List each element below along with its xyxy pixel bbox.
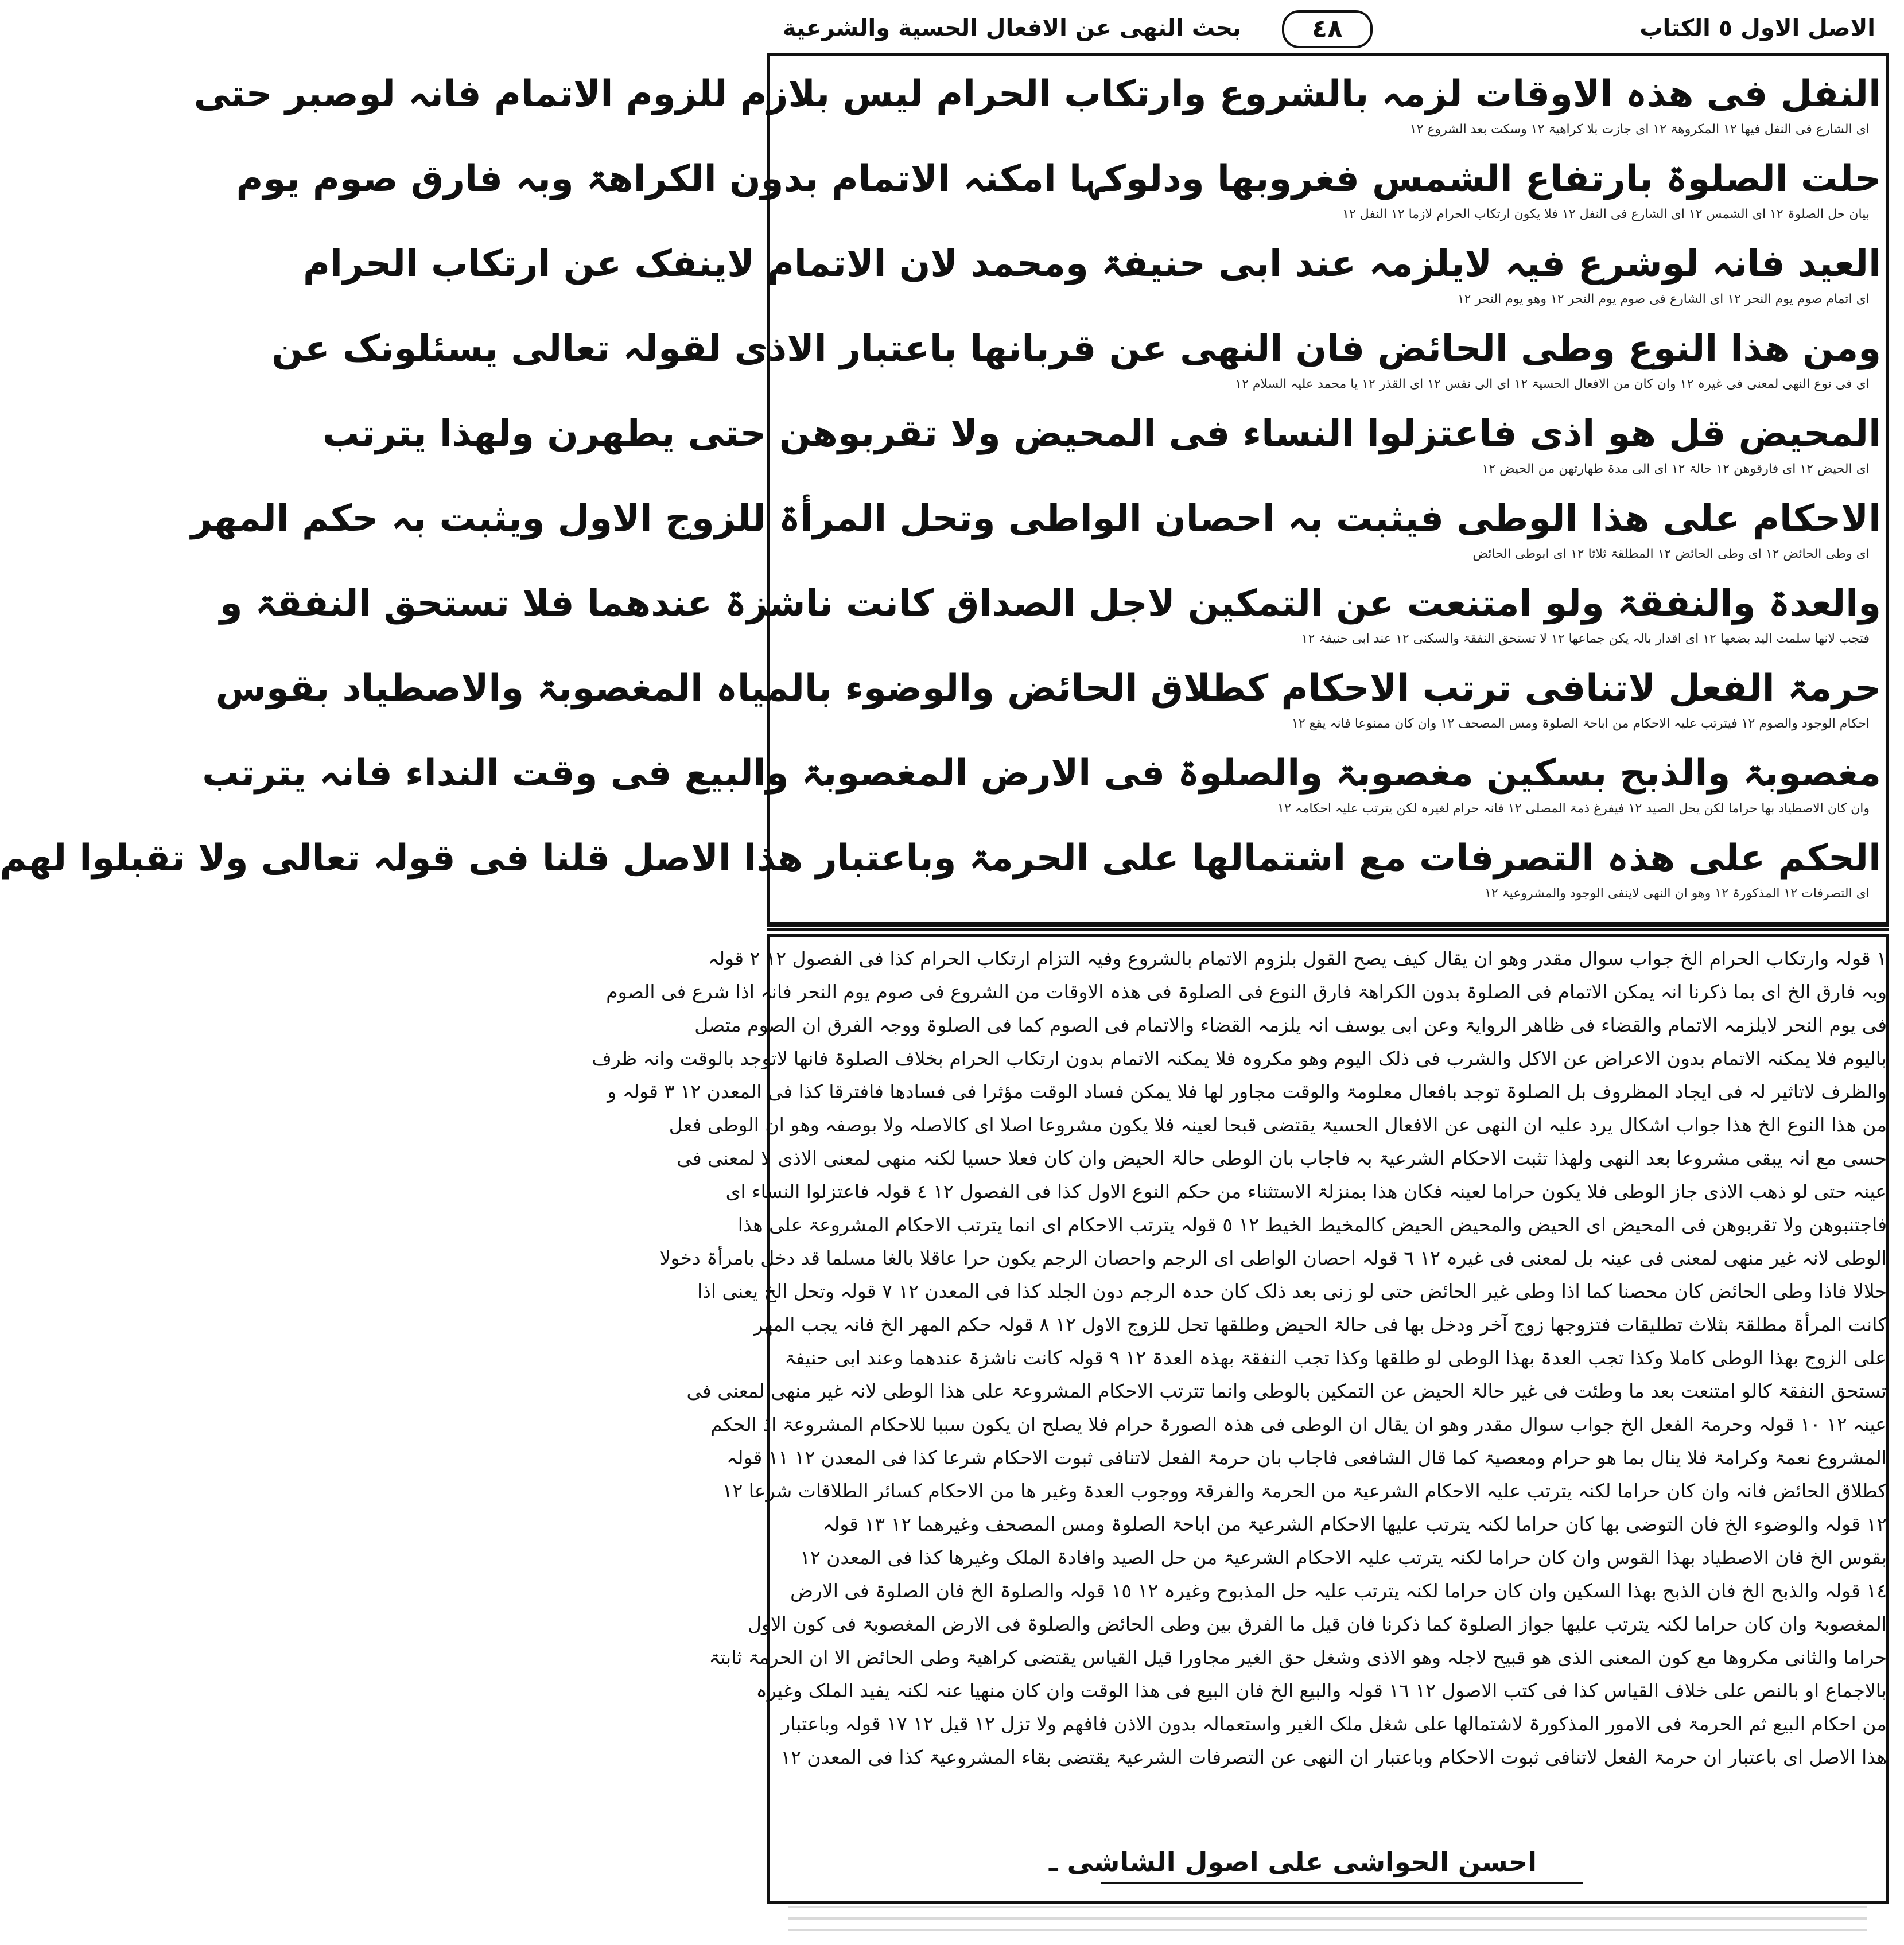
bleed-through-line: [788, 1929, 1867, 1931]
commentary-line: بقوس الخ فان الاصطیاد بھذا القوس وان کان حراما لکنہ یترتب علیہ الاحکام الشرعیۃ من حل الصید وافادۃ الملک وغیرھا کذا فی المعدن ١٢: [800, 1546, 1887, 1569]
commentary-line: حلالا فاذا وطی الحائض کان محصنا کما اذا وطی غیر الحائض حتی لو زنی بعد ذلک کان حدہ الرجم دون الجلد کذا فی المعدن ١٢ ٧ قولہ وتحل الخ یعنی اذا: [697, 1280, 1887, 1302]
interlinear-gloss: ای وطی الحائض ١٢ ای وطی الحائض ١٢ المطلقۃ ثلاثا ١٢ ای ابوطی الحائض: [1472, 547, 1870, 561]
main-text-line: حلت الصلوۃ بارتفاع الشمس فغروبھا ودلوکہا امکنہ الاتمام بدون الکراھۃ وبہ فارق صوم یوم: [236, 158, 1881, 200]
commentary-line: المشروع نعمۃ وکرامۃ فلا ینال بما ھو حرام ومعصیۃ کما قال الشافعی فاجاب بان حرمۃ الفعل لاتنافی ثبوت الاحکام شرعا کذا فی المعدن ١٢ ١١ قولہ: [726, 1446, 1887, 1469]
main-text-line: العید فانہ لوشرع فیہ لایلزمہ عند ابی حنیفۃ ومحمد لان الاتمام لاینفک عن ارتکاب الحرام: [303, 243, 1881, 285]
commentary-line: علی الزوج بھذا الوطی کاملا وکذا تجب العدۃ بھذا الوطی لو طلقھا وکذا تجب النفقۃ بھذہ العدۃ ١٢ ٩ قولہ کانت ناشزۃ عندھما وعند ابی حنیفۃ: [784, 1347, 1887, 1369]
section-divider: [767, 925, 1889, 931]
commentary-line: کطلاق الحائض فانہ وان کان حراما لکنہ یترتب علیہ الاحکام الشرعیۃ من الحرمۃ والفرقۃ ووجوب العدۃ وغیر ھا من الاحکام کسائر الطلاقات شرعا ١٢: [722, 1480, 1887, 1502]
commentary-line: ١٤ قولہ والذبح الخ فان الذبح بھذا السکین وان کان حراما لکنہ یترتب علیہ حل المذبوح وغیرہ ١٢ ١٥ قولہ والصلوۃ الخ فان الصلوۃ فی الارض: [790, 1580, 1887, 1602]
commentary-line: عینہ حتی لو ذھب الاذی جاز الوطی فلا یکون حراما لعینہ فکان ھذا بمنزلۃ الاستثناء من حکم النوع الاول کذا فی الفصول ١٢ ٤ قولہ فاعتزلوا النساء ای: [725, 1180, 1887, 1203]
page-number: ٤٨: [1282, 10, 1373, 48]
section-title: بحث النهى عن الافعال الحسية والشرعية: [783, 15, 1242, 41]
main-text-line: المحیض قل ھو اذی فاعتزلوا النساء فی المحیض ولا تقربوھن حتی یطھرن ولھذا یترتب: [322, 413, 1881, 455]
commentary-line: حسی مع انہ یبقی مشروعا بعد النھی ولھذا تثبت الاحکام الشرعیۃ بہ فاجاب بان الوطی حالۃ الحیض وان کان فعلا حسیا لکنہ منھی لمعنی الاذی لا لمعنی فی: [677, 1147, 1887, 1169]
commentary-line: من ھذا النوع الخ ھذا جواب اشکال یرد علیہ ان النھی عن الافعال الحسیۃ یقتضی قبحا لعینہ فلا یکون مشروعا اصلا ای کالاصلہ ولا بوصفہ وھو ان الوطی فعل: [669, 1114, 1887, 1136]
interlinear-gloss: وان کان الاصطیاد بھا حراما لکن یحل الصید ١٢ فیفرغ ذمۃ المصلی ١٢ فانہ حرام لغیرہ لکن یترتب علیہ احکامہ ١٢: [1277, 802, 1870, 816]
commentary-line: الوطی لانہ غیر منھی لمعنی فی عینہ بل لمعنی فی غیرہ ١٢ ٦ قولہ احصان الواطی ای الرجم واحصان الرجم یکون حرا عاقلا بالغا مسلما قد دخل بامرأۃ دخولا: [659, 1247, 1887, 1269]
commentary-line: والظرف لاتاثیر لہ فی ایجاد المظروف بل الصلوۃ توجد بافعال معلومۃ والوقت مجاور لھا فلا یمکن فساد الوقت مؤثرا فی فسادھا فافترقا کذا فی المعدن ١٢ ٣ قولہ و: [607, 1080, 1887, 1103]
commentary-line: من احکام البیع ثم الحرمۃ فی الامور المذکورۃ لاشتمالھا علی شغل ملک الغیر واستعمالہ بدون الاذن فافھم ولا تزل ١٢ قیل ١٢ ١٧ قولہ وباعتبار: [781, 1713, 1887, 1735]
interlinear-gloss: فتجب لانھا سلمت الید بضعھا ١٢ ای اقدار بالہ یکن جماعھا ١٢ لا تستحق النفقۃ والسکنی ١٢ عند ابی حنیفۃ ١٢: [1301, 632, 1870, 646]
bleed-through-line: [788, 1906, 1867, 1908]
book-signature: احسن الحواشی علی اصول الشاشی ـ: [1048, 1846, 1537, 1877]
main-text-line: مغصوبۃ والذبح بسکین مغصوبۃ والصلوۃ فی الارض المغصوبۃ والبیع فی وقت النداء فانہ یترتب: [202, 752, 1881, 795]
main-text-line: حرمۃ الفعل لاتنافی ترتب الاحکام کطلاق الحائض والوضوء بالمیاہ المغصوبۃ والاصطیاد بقوس: [215, 667, 1881, 710]
interlinear-gloss: ای فی نوع النھی لمعنی فی غیرہ ١٢ وان کان من الافعال الحسیۃ ١٢ ای الی نفس ١٢ ای القذر ١٢ یا محمد علیہ السلام ١٢: [1235, 377, 1870, 391]
chapter-title: الاصل الاول ٥ الكتاب: [1639, 15, 1875, 41]
page-header: [777, 10, 1881, 50]
interlinear-gloss: ای اتمام صوم یوم النحر ١٢ ای الشارع فی صوم یوم النحر ١٢ وھو یوم النحر ١٢: [1457, 292, 1870, 306]
interlinear-gloss: احکام الوجود والصوم ١٢ فیترتب علیہ الاحکام من اباحۃ الصلوۃ ومس المصحف ١٢ وان کان ممنوعا فانہ یقع ١٢: [1292, 717, 1870, 731]
signature-underline: [1101, 1882, 1583, 1884]
interlinear-gloss: ای الشارع فی النفل فیھا ١٢ المکروھۃ ١٢ ای جازت بلا کراھیۃ ١٢ وسکت بعد الشروع ١٢: [1409, 122, 1870, 137]
main-text-line: الحکم علی ھذہ التصرفات مع اشتمالھا علی الحرمۃ وباعتبار ھذا الاصل قلنا فی قولہ تعالی ولا تقبلوا لھم: [0, 837, 1881, 880]
bleed-through-line: [788, 1917, 1867, 1920]
main-text-line: والعدۃ والنفقۃ ولو امتنعت عن التمکین لاجل الصداق کانت ناشزۃ عندھما فلا تستحق النفقۃ و: [219, 582, 1881, 625]
commentary-line: ھذا الاصل ای باعتبار ان حرمۃ الفعل لاتنافی ثبوت الاحکام وباعتبار ان النھی عن التصرفات الشرعیۃ یقتضی بقاء المشروعیۃ کذا فی المعدن ١٢: [780, 1746, 1887, 1768]
commentary-line: فی یوم النحر لایلزمہ الاتمام والقضاء فی ظاھر الروایۃ وعن ابی یوسف انہ یلزمہ القضاء والاتمام فی الصوم کما فی الصلوۃ ووجہ الفرق ان الصوم متصل: [694, 1014, 1887, 1036]
interlinear-gloss: ای التصرفات ١٢ المذکورۃ ١٢ وھو ان النھی لاینفی الوجود والمشروعیۃ ١٢: [1485, 886, 1870, 901]
commentary-line: بالیوم فلا یمکنہ الاتمام بدون الاعراض عن الاکل والشرب فی ذلک الیوم وھو مکروہ فلا یمکنہ الاتمام بدون ارتکاب الحرام بخلاف الصلوۃ فانھا لاتوجد بالوقت وانہ ظرف: [592, 1047, 1887, 1069]
commentary-line: وبہ فارق الخ ای بما ذکرنا انہ یمکن الاتمام فی الصلوۃ بدون الکراھۃ فارق النوع فی الصلوۃ فی ھذہ الاوقات من الشروع فی صوم یوم النحر فانہ اذا شرع فی الصوم: [606, 981, 1887, 1003]
commentary-line: فاجتنبوھن ولا تقربوھن فی المحیض ای الحیض والمحیض الحیض کالمخیط الخیط ١٢ ٥ قولہ یترتب الاحکام ای انما یترتب الاحکام المشروعۃ علی ھذا: [737, 1213, 1887, 1236]
main-text-line: النفل فی هذہ الاوقات لزمہ بالشروع وارتکاب الحرام لیس بلازم للزوم الاتمام فانہ لوصبر حتی: [193, 73, 1881, 115]
main-text-line: ومن ھذا النوع وطی الحائض فان النھی عن قربانھا باعتبار الاذی لقولہ تعالی یسئلونک عن: [271, 328, 1881, 370]
commentary-line: ١ قولہ وارتکاب الحرام الخ جواب سوال مقدر وھو ان یقال کیف یصح القول بلزوم الاتمام بالشروع وفیہ التزام ارتکاب الحرام کذا فی الفصول ١٢ ٢ قولہ: [708, 947, 1887, 970]
commentary-line: المغصوبۃ وان کان حراما لکنہ یترتب علیھا جواز الصلوۃ کما ذکرنا فان قیل ما الفرق بین وطی الحائض والصلوۃ فی الارض المغصوبۃ فی کون الاول: [748, 1613, 1887, 1635]
interlinear-gloss: بیان حل الصلوۃ ١٢ ای الشمس ١٢ ای الشارع فی النفل ١٢ فلا یکون ارتکاب الحرام لازما ١٢ النفل ١٢: [1342, 207, 1870, 221]
commentary-line: حراما والثانی مکروھا مع کون المعنی الذی ھو قبیح لاجلہ وھو الاذی وشغل حق الغیر مجاورا قیل القیاس یقتضی کراھیۃ وطی الحائض الا ان الحرمۃ ثابتۃ: [709, 1646, 1887, 1668]
interlinear-gloss: ای الحیض ١٢ ای فارقوھن ١٢ حالۃ ١٢ ای الی مدۃ طھارتھن من الحیض ١٢: [1482, 462, 1870, 476]
commentary-line: تستحق النفقۃ کالو امتنعت بعد ما وطئت فی غیر حالۃ الحیض عن التمکین بالوطی وانما تترتب الاحکام المشروعۃ علی ھذا الوطی لانہ غیر منھی لمعنی فی: [686, 1380, 1887, 1402]
commentary-line: بالاجماع او بالنص علی خلاف القیاس کذا فی کتب الاصول ١٢ ١٦ قولہ والبیع الخ فان البیع فی ھذا الوقت وان کان منھیا عنہ لکنہ یفید الملک وغیرہ: [756, 1679, 1887, 1702]
main-text-line: الاحکام علی ھذا الوطی فیثبت بہ احصان الواطی وتحل المرأۃ للزوج الاول ویثبت بہ حکم المھر: [191, 497, 1881, 540]
commentary-line: ١٢ قولہ والوضوء الخ فان التوضی بھا کان حراما لکنہ یترتب علیھا الاحکام الشرعیۃ من اباحۃ الصلوۃ ومس المصحف وغیرھما ١٢ ١٣ قولہ: [822, 1513, 1887, 1535]
commentary-line: کانت المرأۃ مطلقۃ بثلاث تطلیقات فتزوجھا زوج آخر ودخل بھا فی حالۃ الحیض وطلقھا تحل للزوج الاول ١٢ ٨ قولہ حکم المھر الخ فانہ یجب المھر: [753, 1313, 1887, 1336]
commentary-line: عینہ ١٢ ١٠ قولہ وحرمۃ الفعل الخ جواب سوال مقدر وھو ان یقال ان الوطی فی ھذہ الصورۃ حرام فلا یصلح ان یکون سببا للاحکام المشروعۃ اذ الحکم: [710, 1413, 1887, 1436]
